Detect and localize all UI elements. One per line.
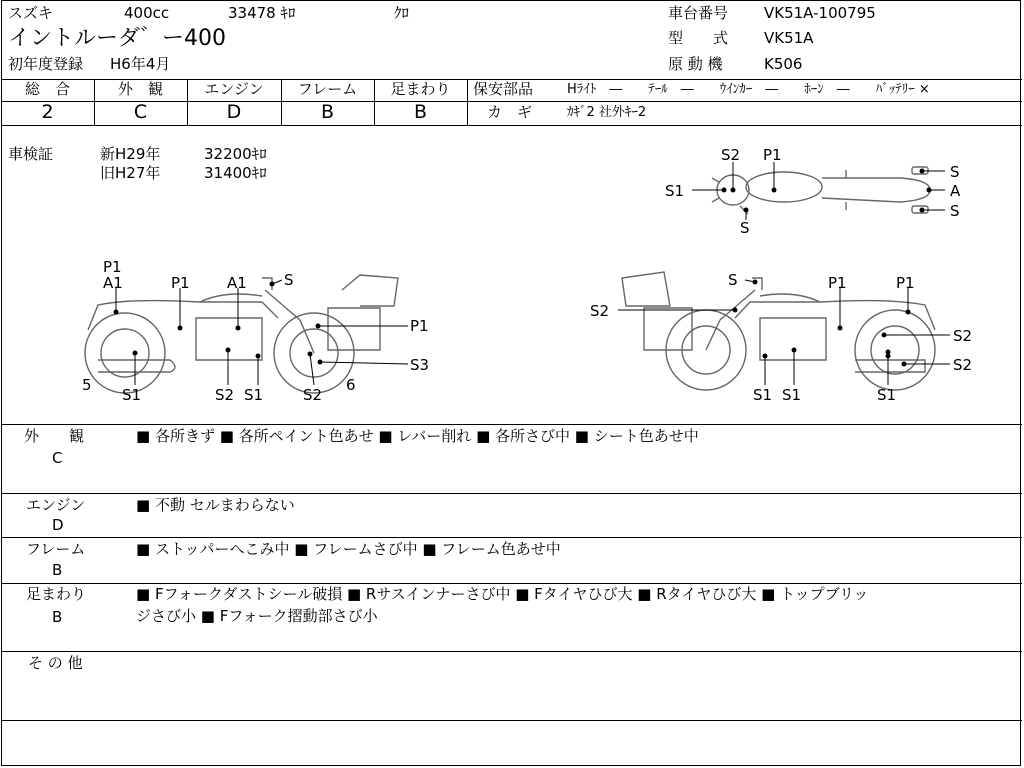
divider <box>1 720 1022 721</box>
overall-grade: 2 <box>41 101 54 123</box>
left-label: P1 <box>410 317 429 335</box>
displacement: 400cc <box>124 4 170 22</box>
frame-note-text: ■ ストッパーへこみ中 ■ フレームさび中 ■ フレーム色あせ中 <box>136 540 561 558</box>
engine-model-label: 原 動 機 <box>668 55 723 73</box>
frame-grade: B <box>320 101 335 123</box>
right-label: S1 <box>877 386 897 404</box>
frame-note-label: フレーム <box>26 540 86 558</box>
frame-no-label: 車台番号 <box>668 4 729 22</box>
engine-note-grade: D <box>52 516 64 534</box>
divider <box>1 493 1022 494</box>
key-value: ｶｷﾞ2 社外ｷｰ2 <box>567 105 647 120</box>
inspection-old-label: 旧H27年 <box>100 164 161 182</box>
left-label: S3 <box>410 356 430 374</box>
maker: スズキ <box>8 4 54 22</box>
model-name: イントルーダ゛ー400 <box>8 26 226 51</box>
type-label: 型 式 <box>668 29 729 47</box>
left-label: A1 <box>103 274 123 292</box>
left-label: P1 <box>171 274 190 292</box>
suspension-note-text-2: ジさび小 ■ Fフォーク摺動部さび小 <box>136 607 378 625</box>
suspension-label: 足まわり <box>390 80 451 98</box>
engine-model-value: K506 <box>764 55 803 73</box>
top-label: A <box>950 182 961 200</box>
divider <box>1 583 1022 584</box>
left-label: P1 <box>103 258 122 276</box>
first-reg-value: H6年4月 <box>110 55 171 73</box>
left-label: S1 <box>244 386 264 404</box>
engine-note-label: エンジン <box>26 496 86 514</box>
divider <box>1 424 1022 425</box>
safety-items: Hﾗｲﾄ ― ﾃｰﾙ ― ｳｲﾝｶｰ ― ﾎｰﾝ ― ﾊﾞｯﾃﾘｰ × <box>567 82 930 97</box>
color: ｸﾛ <box>394 4 410 22</box>
mileage: 33478 ｷﾛ <box>228 4 296 22</box>
inspection-old-value: 31400ｷﾛ <box>204 164 267 182</box>
exterior-grade: C <box>133 101 148 123</box>
motorcycle-top-view <box>712 167 930 214</box>
left-label: S2 <box>215 386 235 404</box>
frame-note-grade: B <box>52 561 63 579</box>
right-label: S1 <box>753 386 773 404</box>
suspension-note-label: 足まわり <box>26 585 87 603</box>
right-label: P1 <box>828 274 847 292</box>
exterior-note-text: ■ 各所きず ■ 各所ペイント色あせ ■ レバー削れ ■ 各所さび中 ■ シート色あせ中 <box>136 427 699 445</box>
type-value: VK51A <box>764 29 814 47</box>
exterior-label: 外 観 <box>117 80 163 98</box>
other-note-label: そ の 他 <box>28 654 83 672</box>
inspection-new-label: 新H29年 <box>100 145 161 163</box>
suspension-grade: B <box>413 101 428 123</box>
engine-label: エンジン <box>204 80 264 98</box>
suspension-note-text-1: ■ Fフォークダストシール破損 ■ Rサスインナーさび中 ■ Fタイヤひび大 ■ Rタイヤひび大 ■ トップブリッ <box>136 585 869 603</box>
divider <box>1 537 1022 538</box>
exterior-note-grade: C <box>52 449 63 467</box>
divider <box>1 651 1022 652</box>
suspension-note-grade: B <box>52 608 63 626</box>
top-label: S2 <box>721 146 741 164</box>
right-label: S2 <box>953 356 973 374</box>
key-label: カ ギ <box>487 103 533 121</box>
frame-label: フレーム <box>297 80 358 98</box>
top-label: S <box>950 163 960 181</box>
engine-note-text: ■ 不動 セルまわらない <box>136 496 295 514</box>
diagram-labels <box>82 146 972 404</box>
top-label: P1 <box>763 146 782 164</box>
left-label: S <box>284 271 294 289</box>
left-label: 6 <box>346 376 356 394</box>
top-label: S1 <box>665 182 685 200</box>
overall-label: 総 合 <box>24 80 70 98</box>
safety-label: 保安部品 <box>473 80 534 98</box>
top-label: S <box>740 219 750 237</box>
left-label: 5 <box>82 376 92 394</box>
right-label: S2 <box>590 302 610 320</box>
left-label: S2 <box>303 386 323 404</box>
right-label: P1 <box>896 274 915 292</box>
first-reg-label: 初年度登録 <box>8 55 84 73</box>
frame-no-value: VK51A-100795 <box>764 4 876 22</box>
right-label: S2 <box>953 327 973 345</box>
engine-grade: D <box>226 101 242 123</box>
left-label: A1 <box>227 274 247 292</box>
top-label: S <box>950 202 960 220</box>
inspection-label: 車検証 <box>8 145 54 163</box>
inspection-new-value: 32200ｷﾛ <box>204 145 267 163</box>
exterior-note-label: 外 観 <box>24 427 85 445</box>
right-label: S <box>728 271 738 289</box>
right-label: S1 <box>782 386 802 404</box>
left-label: S1 <box>122 386 142 404</box>
